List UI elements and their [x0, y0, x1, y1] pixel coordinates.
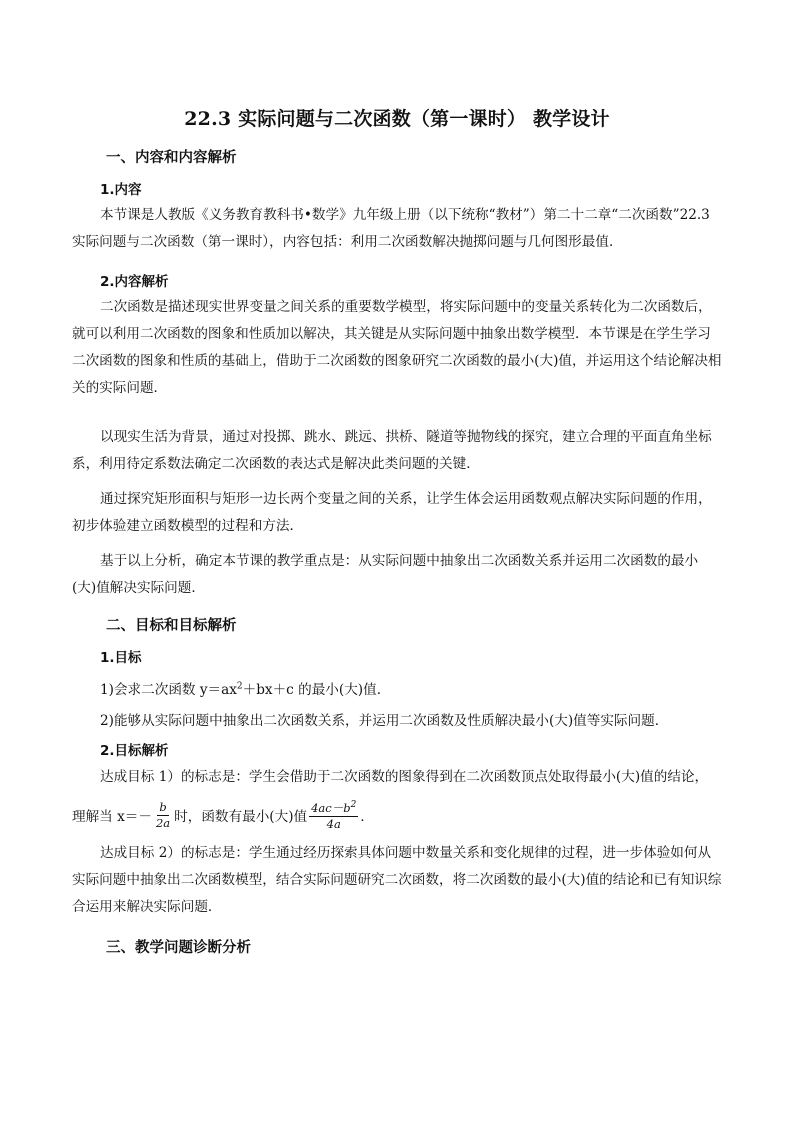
section-heading-diagnosis: 三、教学问题诊断分析 — [106, 940, 251, 956]
paragraph-analysis-2: 以现实生活为背景，通过对投掷、跳水、跳远、拱桥、隧道等抛物线的探究，建立合理的平面直角坐标系，利用待定系数法确定二次函数的表达式是解决此类问题的关键． — [72, 429, 712, 472]
subheading-content-analysis: 2.内容解析 — [100, 274, 169, 290]
goal-item-2: 2)能够从实际问题中抽象出二次函数关系，并运用二次函数及性质解决最小(大)值等实际问题． — [100, 713, 669, 729]
goal-item-1: 1)会求二次函数 $y=ax^2+bx+c$ 的最小(大)值． — [100, 681, 391, 698]
subheading-goal-analysis: 2.目标解析 — [100, 743, 169, 759]
paragraph-analysis-4: 基于以上分析，确定本节课的教学重点是：从实际问题中抽象出二次函数关系并运用二次函数的最小(大)值解决实际问题． — [72, 553, 699, 596]
paragraph-goal-analysis-2: 达成目标 2）的标志是：学生通过经历探索具体问题中数量关系和变化规律的过程，进一步体验如何从实际问题中抽象出二次函数模型，结合实际问题研究二次函数，将二次函数的最小(大)值的结论和已有知识综合运用来解决实际问题． — [72, 845, 722, 915]
formula-line: 理解当 x＝－ $\frac{b}{2a}$ 时，函数有最小(大)值 $\frac{4ac-b^2}{4a}$ ． — [72, 799, 374, 831]
paragraph-analysis-1: 二次函数是描述现实世界变量之间关系的重要数学模型，将实际问题中的变量关系转化为二次函数后，就可以利用二次函数的图象和性质加以解决，其关键是从实际问题中抽象出数学模型．本节课是在学生学习二次函数的图象和性质的基础上，借助于二次函数的图象研究二次函数的最小(大)值，并运用这个结论解决相关的实际问题． — [72, 299, 722, 396]
paragraph-content: 本节课是人教版《义务教育教科书•数学》九年级上册（以下统称“教材”）第二十二章“二次函数”22.3实际问题与二次函数（第一课时），内容包括：利用二次函数解决抛掷问题与几何图形最值． — [72, 207, 710, 250]
document-title: 22.3 实际问题与二次函数（第一课时） 教学设计 — [184, 108, 610, 130]
subheading-content: 1.内容 — [100, 182, 142, 198]
fraction-b-over-2a: $\frac{b}{2a}$ — [155, 799, 171, 830]
fraction-extreme-value: $\frac{4ac-b^2}{4a}$ — [311, 800, 357, 831]
paragraph-analysis-3: 通过探究矩形面积与矩形一边长两个变量之间的关系，让学生体会运用函数观点解决实际问题的作用，初步体验建立函数模型的过程和方法． — [72, 491, 712, 534]
section-heading-goals: 二、目标和目标解析 — [106, 618, 237, 634]
paragraph-goal-analysis-1: 达成目标 1）的标志是：学生会借助于二次函数的图象得到在二次函数顶点处取得最小(大)值的结论， — [100, 769, 709, 785]
subheading-goals: 1.目标 — [100, 650, 142, 666]
section-heading-content: 一、内容和内容解析 — [106, 150, 237, 166]
